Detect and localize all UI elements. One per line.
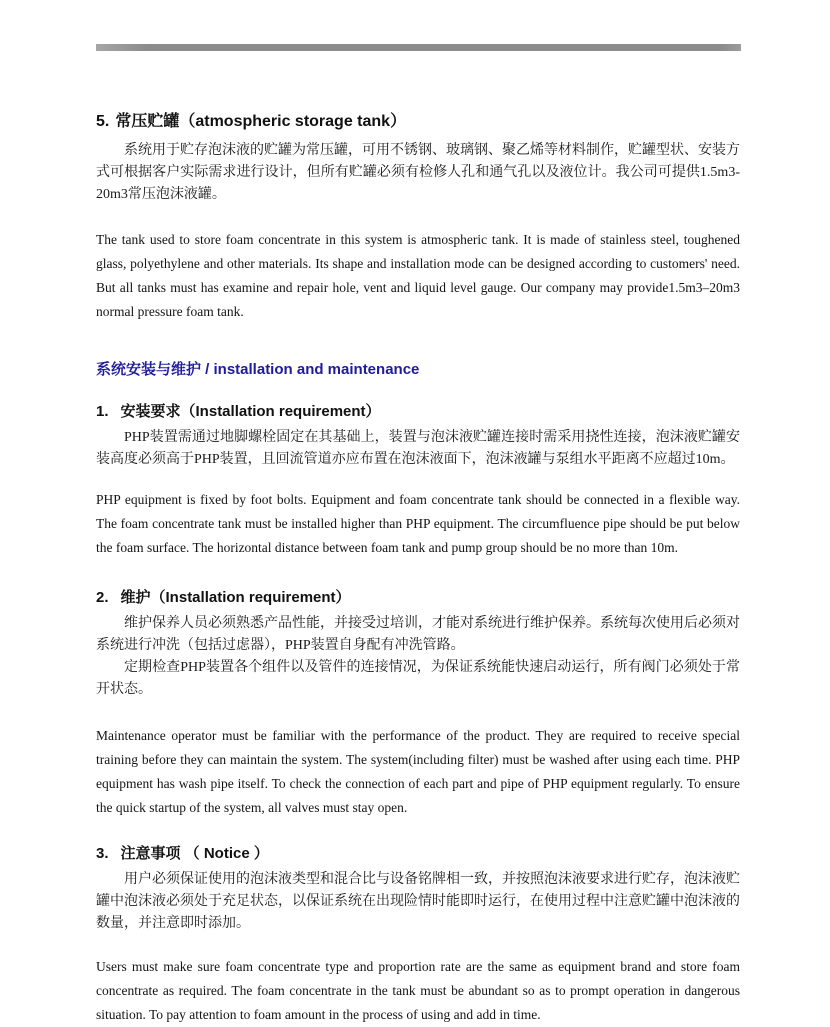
top-divider-rule (96, 44, 741, 51)
notice-paragraph-en: Users must make sure foam concentrate type and proportion rate are the same as equipment brand and store foam concentrate as required. The foam concentrate in the tank must be abundant so as to prompt operation in dangerous situation. To pay attention to foam amount in the process of using and add in time. (96, 959, 740, 1022)
subsection-title: 注意事项 （ Notice ） (120, 845, 269, 862)
subsection-heading-installation-requirement (96, 402, 740, 421)
subsection-number: 2. (96, 589, 109, 606)
text-column (96, 44, 740, 1027)
subsection-heading-notice (96, 844, 740, 863)
notice-paragraph-zh: 用户必须保证使用的泡沫液类型和混合比与设备铭牌相一致，并按照泡沫液要求进行贮存，泡沫液贮罐中泡沫液必须处于充足状态，以保证系统在出现险情时能即时运行，在使用过程中注意贮罐中泡沫液的数量，并注意即时添加。 (96, 872, 740, 931)
storage-tank-paragraph-en: The tank used to store foam concentrate in this system is atmospheric tank. It is made of stainless steel, toughened glass, polyethylene and other materials. Its shape and installation mode can be designed according to customers' need. But all tanks must has examine and repair hole, vent and liquid level gauge. Our company may provide1.5m3–20m3 normal pressure foam tank. (96, 232, 740, 319)
installation-maintenance-heading: 系统安装与维护 / installation and maintenance (96, 361, 420, 378)
maintenance-paragraph-en: Maintenance operator must be familiar with the performance of the product. They are required to receive special training before they can maintain the system. The system(including filter) must be washed after using each time. PHP equipment has wash pipe itself. To check the connection of each part and pipe of PHP equipment regularly. To ensure the quick startup of the system, all valves must stay open. (96, 728, 740, 815)
section-heading-storage-tank (96, 112, 740, 132)
document-page (0, 44, 830, 1022)
subsection-title: 安装要求（Installation requirement） (120, 403, 381, 420)
storage-tank-paragraph-zh: 系统用于贮存泡沫液的贮罐为常压罐，可用不锈钢、玻璃钢、聚乙烯等材料制作，贮罐型状、安装方式可根据客户实际需求进行设计，但所有贮罐必须有检修人孔和通气孔以及液位计。我公司可提供1.5m3-20m3常压泡沫液罐。 (96, 143, 740, 202)
maintenance-paragraph-zh-1: 维护保养人员必须熟悉产品性能，并接受过培训，才能对系统进行维护保养。系统每次使用后必须对系统进行冲洗（包括过虑器），PHP装置自身配有冲洗管路。 (96, 616, 740, 653)
subsection-number: 1. (96, 403, 109, 420)
subsection-number: 3. (96, 845, 109, 862)
maintenance-paragraph-zh-2: 定期检查PHP装置各个组件以及管件的连接情况，为保证系统能快速启动运行，所有阀门必须处于常开状态。 (96, 660, 740, 697)
subsection-title: 维护（Installation requirement） (120, 589, 351, 606)
section-title: 常压贮罐（atmospheric storage tank） (115, 113, 407, 130)
installation-requirement-paragraph-en: PHP equipment is fixed by foot bolts. Equipment and foam concentrate tank should be connected in a flexible way. The foam concentrate tank must be installed higher than PHP equipment. The circumfluence pipe should be put below the foam surface. The horizontal distance between foam tank and pump group should be no more than 10m. (96, 492, 740, 555)
installation-requirement-paragraph-zh: PHP装置需通过地脚螺栓固定在其基础上，装置与泡沫液贮罐连接时需采用挠性连接，泡沫液贮罐安装高度必须高于PHP装置，且回流管道亦应布置在泡沫液面下，泡沫液罐与泵组水平距离不应超过10m。 (96, 430, 740, 467)
subsection-heading-maintenance (96, 588, 740, 607)
section-number: 5. (96, 113, 110, 130)
